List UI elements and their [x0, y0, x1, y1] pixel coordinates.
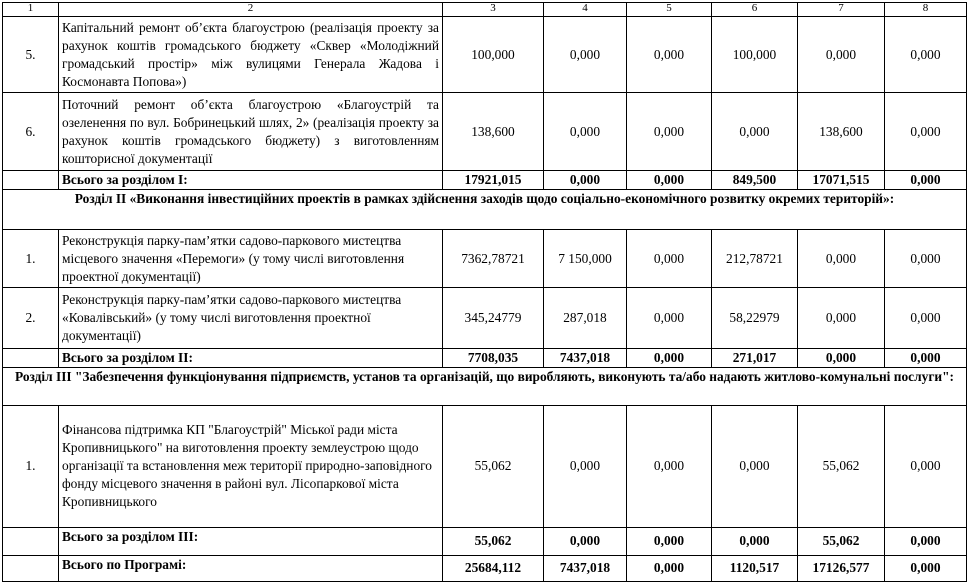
table-row — [3, 17, 967, 93]
total-value: 7437,018 — [544, 348, 627, 367]
total-value: 7708,035 — [443, 348, 544, 367]
total-label: Всього за розділом ІІ: — [59, 348, 443, 367]
grand-total-value: 17126,577 — [798, 555, 885, 581]
header-cell: 3 — [443, 3, 544, 17]
value-cell: 0,000 — [627, 288, 712, 348]
row-index: 2. — [3, 288, 59, 348]
empty-cell — [3, 527, 59, 555]
header-cell: 4 — [544, 3, 627, 17]
header-row — [3, 3, 967, 17]
program-table — [2, 2, 967, 582]
value-cell: 0,000 — [627, 93, 712, 171]
value-cell: 58,22979 — [712, 288, 798, 348]
total-value: 0,000 — [885, 171, 967, 190]
empty-cell — [3, 555, 59, 581]
value-cell: 0,000 — [885, 93, 967, 171]
table-row — [3, 288, 967, 348]
total-value: 55,062 — [798, 527, 885, 555]
grand-total-value: 0,000 — [885, 555, 967, 581]
grand-total-value: 1120,517 — [712, 555, 798, 581]
value-cell: 0,000 — [544, 93, 627, 171]
value-cell: 287,018 — [544, 288, 627, 348]
total-value: 0,000 — [712, 527, 798, 555]
header-cell: 8 — [885, 3, 967, 17]
section-title: Розділ ІІ «Виконання інвестиційних проектів в рамках здійснення заходів щодо соціально-економічного розвитку окремих територій»: — [3, 190, 967, 230]
row-description: Капітальний ремонт об’єкта благоустрою (реалізація проекту за рахунок коштів громадського бюджету «Сквер «Молодіжний громадський простір» між вулицями Генерала Жадова і Космонавта Попова») — [59, 17, 443, 93]
value-cell: 0,000 — [627, 230, 712, 288]
total-value: 0,000 — [885, 348, 967, 367]
header-cell: 1 — [3, 3, 59, 17]
grand-total-row — [3, 555, 967, 581]
row-index: 1. — [3, 405, 59, 527]
total-value: 0,000 — [627, 171, 712, 190]
value-cell: 0,000 — [712, 93, 798, 171]
value-cell: 0,000 — [627, 17, 712, 93]
section-title: Розділ ІІІ "Забезпечення функціонування підприємств, установ та організацій, що виробляють, виконують та/або надають житлово-комунальні послуги": — [3, 367, 967, 405]
row-description: Поточний ремонт об’єкта благоустрою «Благоустрій та озеленення по вул. Бобринецький шлях, 2» (реалізація проекту за рахунок коштів громадського бюджету) з виготовленням кошторисної документації — [59, 93, 443, 171]
total-value: 17071,515 — [798, 171, 885, 190]
total-label: Всього за розділом ІІІ: — [59, 527, 443, 555]
grand-total-value: 25684,112 — [443, 555, 544, 581]
grand-total-value: 0,000 — [627, 555, 712, 581]
value-cell: 0,000 — [885, 405, 967, 527]
value-cell: 212,78721 — [712, 230, 798, 288]
total-value: 849,500 — [712, 171, 798, 190]
total-value: 0,000 — [627, 527, 712, 555]
value-cell: 7 150,000 — [544, 230, 627, 288]
table-row — [3, 93, 967, 171]
value-cell: 138,600 — [798, 93, 885, 171]
value-cell: 55,062 — [443, 405, 544, 527]
grand-total-value: 7437,018 — [544, 555, 627, 581]
value-cell: 0,000 — [885, 230, 967, 288]
row-index: 5. — [3, 17, 59, 93]
section-total-row — [3, 527, 967, 555]
value-cell: 0,000 — [885, 17, 967, 93]
section-total-row — [3, 171, 967, 190]
empty-cell — [3, 171, 59, 190]
total-value: 17921,015 — [443, 171, 544, 190]
value-cell: 0,000 — [544, 17, 627, 93]
total-value: 0,000 — [798, 348, 885, 367]
value-cell: 7362,78721 — [443, 230, 544, 288]
table-row — [3, 405, 967, 527]
header-cell: 5 — [627, 3, 712, 17]
value-cell: 0,000 — [798, 230, 885, 288]
grand-total-label: Всього по Програмі: — [59, 555, 443, 581]
value-cell: 0,000 — [712, 405, 798, 527]
header-cell: 2 — [59, 3, 443, 17]
value-cell: 0,000 — [544, 405, 627, 527]
value-cell: 100,000 — [443, 17, 544, 93]
value-cell: 0,000 — [798, 288, 885, 348]
value-cell: 100,000 — [712, 17, 798, 93]
value-cell: 55,062 — [798, 405, 885, 527]
value-cell: 0,000 — [627, 405, 712, 527]
section-header-row — [3, 367, 967, 405]
row-description: Фінансова підтримка КП "Благоустрій" Міської ради міста Кропивницького" на виготовлення проекту землеустрою щодо організації та встановлення меж території природно-заповідного фонду місцевого значення в районі вул. Лісопаркової міста Кропивницького — [59, 405, 443, 527]
total-value: 0,000 — [544, 171, 627, 190]
total-value: 0,000 — [885, 527, 967, 555]
row-index: 6. — [3, 93, 59, 171]
total-value: 55,062 — [443, 527, 544, 555]
header-cell: 7 — [798, 3, 885, 17]
header-cell: 6 — [712, 3, 798, 17]
table-row — [3, 230, 967, 288]
row-description: Реконструкція парку-пам’ятки садово-паркового мистецтва місцевого значення «Перемоги» (у тому числі виготовлення проектної документації) — [59, 230, 443, 288]
section-header-row — [3, 190, 967, 230]
total-value: 0,000 — [627, 348, 712, 367]
total-value: 0,000 — [544, 527, 627, 555]
row-index: 1. — [3, 230, 59, 288]
value-cell: 345,24779 — [443, 288, 544, 348]
row-description: Реконструкція парку-пам’ятки садово-паркового мистецтва «Ковалівський» (у тому числі виготовлення проектної документації) — [59, 288, 443, 348]
value-cell: 0,000 — [885, 288, 967, 348]
value-cell: 138,600 — [443, 93, 544, 171]
total-label: Всього за розділом І: — [59, 171, 443, 190]
section-total-row — [3, 348, 967, 367]
value-cell: 0,000 — [798, 17, 885, 93]
empty-cell — [3, 348, 59, 367]
total-value: 271,017 — [712, 348, 798, 367]
